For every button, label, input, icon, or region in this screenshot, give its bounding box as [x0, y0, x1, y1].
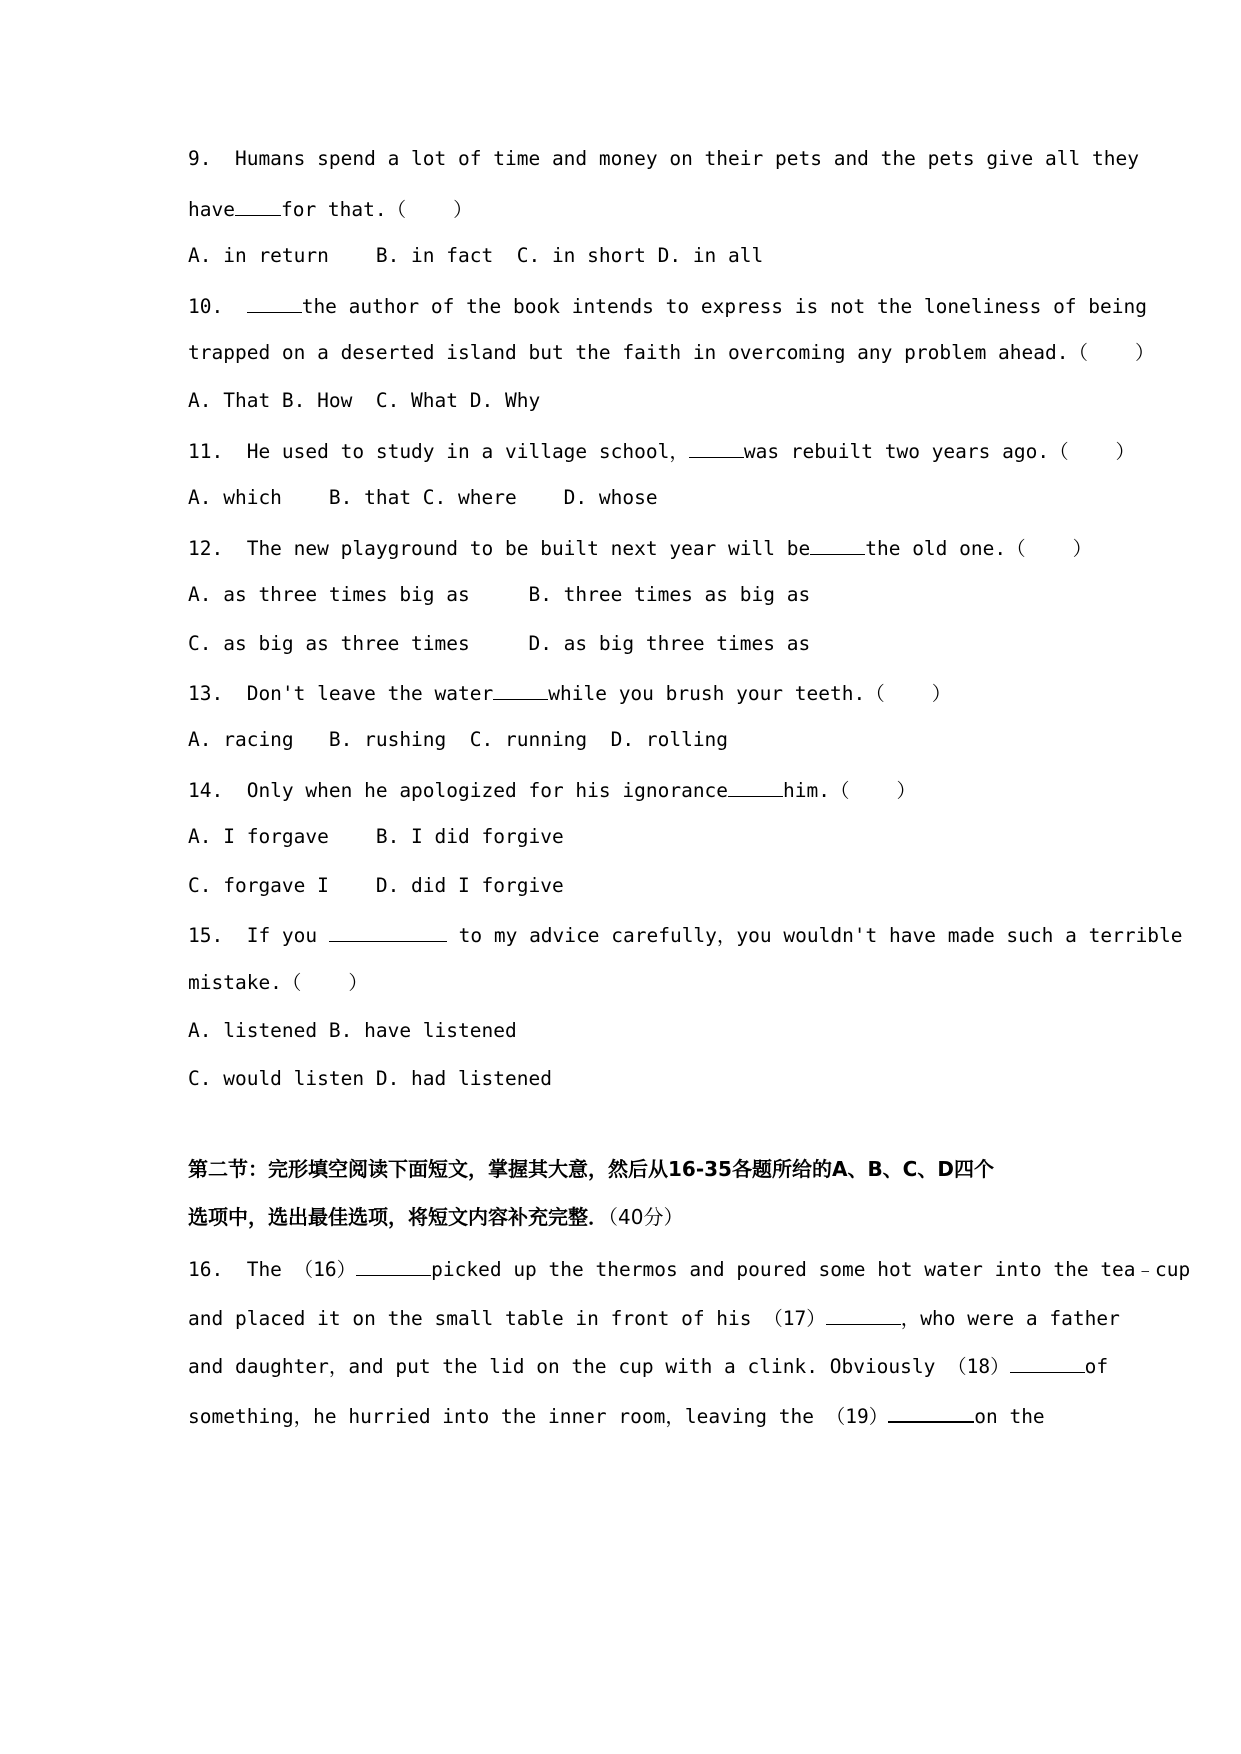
q16-line1-pre: 16. The （16）: [188, 1258, 357, 1281]
q9-options: A. in return B. in fact C. in short D. in all: [188, 244, 764, 267]
q15-stem-line1: [188, 922, 1183, 948]
q10-stem-pre: 10.: [188, 295, 247, 318]
q10-stem-line1: [188, 293, 1147, 319]
q16-line3-post: of: [1084, 1355, 1109, 1378]
q12-options-cd: C. as big as three times D. as big three times as: [188, 632, 811, 655]
q16-passage-line1: [188, 1256, 1190, 1282]
blank-19: [888, 1402, 974, 1423]
q9-stem-pre: have: [188, 198, 235, 221]
q14-stem-line1: [188, 777, 916, 803]
q16-passage-line4: [188, 1402, 1045, 1429]
q15-stem-post: to my advice carefully，you wouldn't have made such a terrible: [446, 924, 1183, 947]
q16-line2-pre: and placed it on the small table in front of his （17）: [188, 1307, 826, 1330]
q14-stem-post: him.（ ）: [783, 779, 916, 802]
q11-stem-post: was rebuilt two years ago.（ ）: [743, 440, 1136, 463]
q11-answer-blank: [689, 438, 744, 458]
q9-stem-line2: [188, 196, 473, 222]
q12-options-ab: A. as three times big as B. three times as big as: [188, 583, 811, 606]
q13-options: A. racing B. rushing C. running D. rolling: [188, 728, 729, 751]
q16-passage-line2: [188, 1305, 1120, 1331]
q12-answer-blank: [810, 535, 865, 555]
q13-stem-pre: 13. Don't leave the water: [188, 682, 494, 705]
q16-line3-pre: and daughter，and put the lid on the cup with a clink. Obviously （18）: [188, 1355, 1010, 1378]
q13-answer-blank: [493, 680, 548, 700]
q11-options: A. which B. that C. where D. whose: [188, 486, 658, 509]
blank-17: [826, 1305, 901, 1325]
section2-score: （40分）: [608, 1205, 684, 1229]
q12-stem-pre: 12. The new playground to be built next year will be: [188, 537, 811, 560]
q15-stem-pre: 15. If you: [188, 924, 329, 947]
q13-stem-post: while you brush your teeth.（ ）: [548, 682, 952, 705]
q15-options-cd: C. would listen D. had listened: [188, 1067, 552, 1090]
q14-stem-pre: 14. Only when he apologized for his ignorance: [188, 779, 729, 802]
q10-options: A. That B. How C. What D. Why: [188, 389, 541, 412]
q15-options-ab: A. listened B. have listened: [188, 1019, 517, 1042]
q14-options-ab: A. I forgave B. I did forgive: [188, 825, 564, 848]
section2-instruction: 选项中，选出最佳选项，将短文内容补充完整．: [188, 1205, 608, 1229]
q15-stem-line2: mistake.（ ）: [188, 971, 368, 994]
q16-passage-line3: [188, 1353, 1108, 1379]
q11-stem-line1: [188, 438, 1135, 464]
blank-16: [356, 1256, 431, 1276]
q14-options-cd: C. forgave I D. did I forgive: [188, 874, 564, 897]
q16-line2-post: ，who were a father: [900, 1307, 1120, 1330]
q9-stem-post: for that.（ ）: [280, 198, 473, 221]
q9-stem-line1: 9. Humans spend a lot of time and money on their pets and the pets give all they: [188, 147, 1139, 170]
q16-line1-post: picked up the thermos and poured some hot water into the tea﹣cup: [431, 1258, 1191, 1281]
q10-stem-post: the author of the book intends to express is not the loneliness of being: [301, 295, 1147, 318]
q14-answer-blank: [728, 777, 783, 797]
section2-heading-line2: [188, 1205, 683, 1229]
q16-line4-post: on the: [974, 1405, 1045, 1428]
q16-line4-pre: something，he hurried into the inner room，leaving the （19）: [188, 1405, 889, 1428]
q12-stem-line1: [188, 535, 1092, 561]
blank-18: [1010, 1353, 1085, 1373]
section2-heading-line1: 第二节：完形填空阅读下面短文，掌握其大意，然后从16-35各题所给的A、B、C、D四个: [188, 1157, 994, 1181]
q9-answer-blank: [235, 196, 281, 216]
q10-answer-blank: [247, 293, 302, 313]
q11-stem-pre: 11. He used to study in a village school，: [188, 440, 689, 463]
q12-stem-post: the old one.（ ）: [865, 537, 1093, 560]
q13-stem-line1: [188, 680, 951, 706]
q15-answer-blank: [329, 922, 447, 942]
q10-stem-line2: trapped on a deserted island but the faith in overcoming any problem ahead.（ ）: [188, 341, 1155, 364]
